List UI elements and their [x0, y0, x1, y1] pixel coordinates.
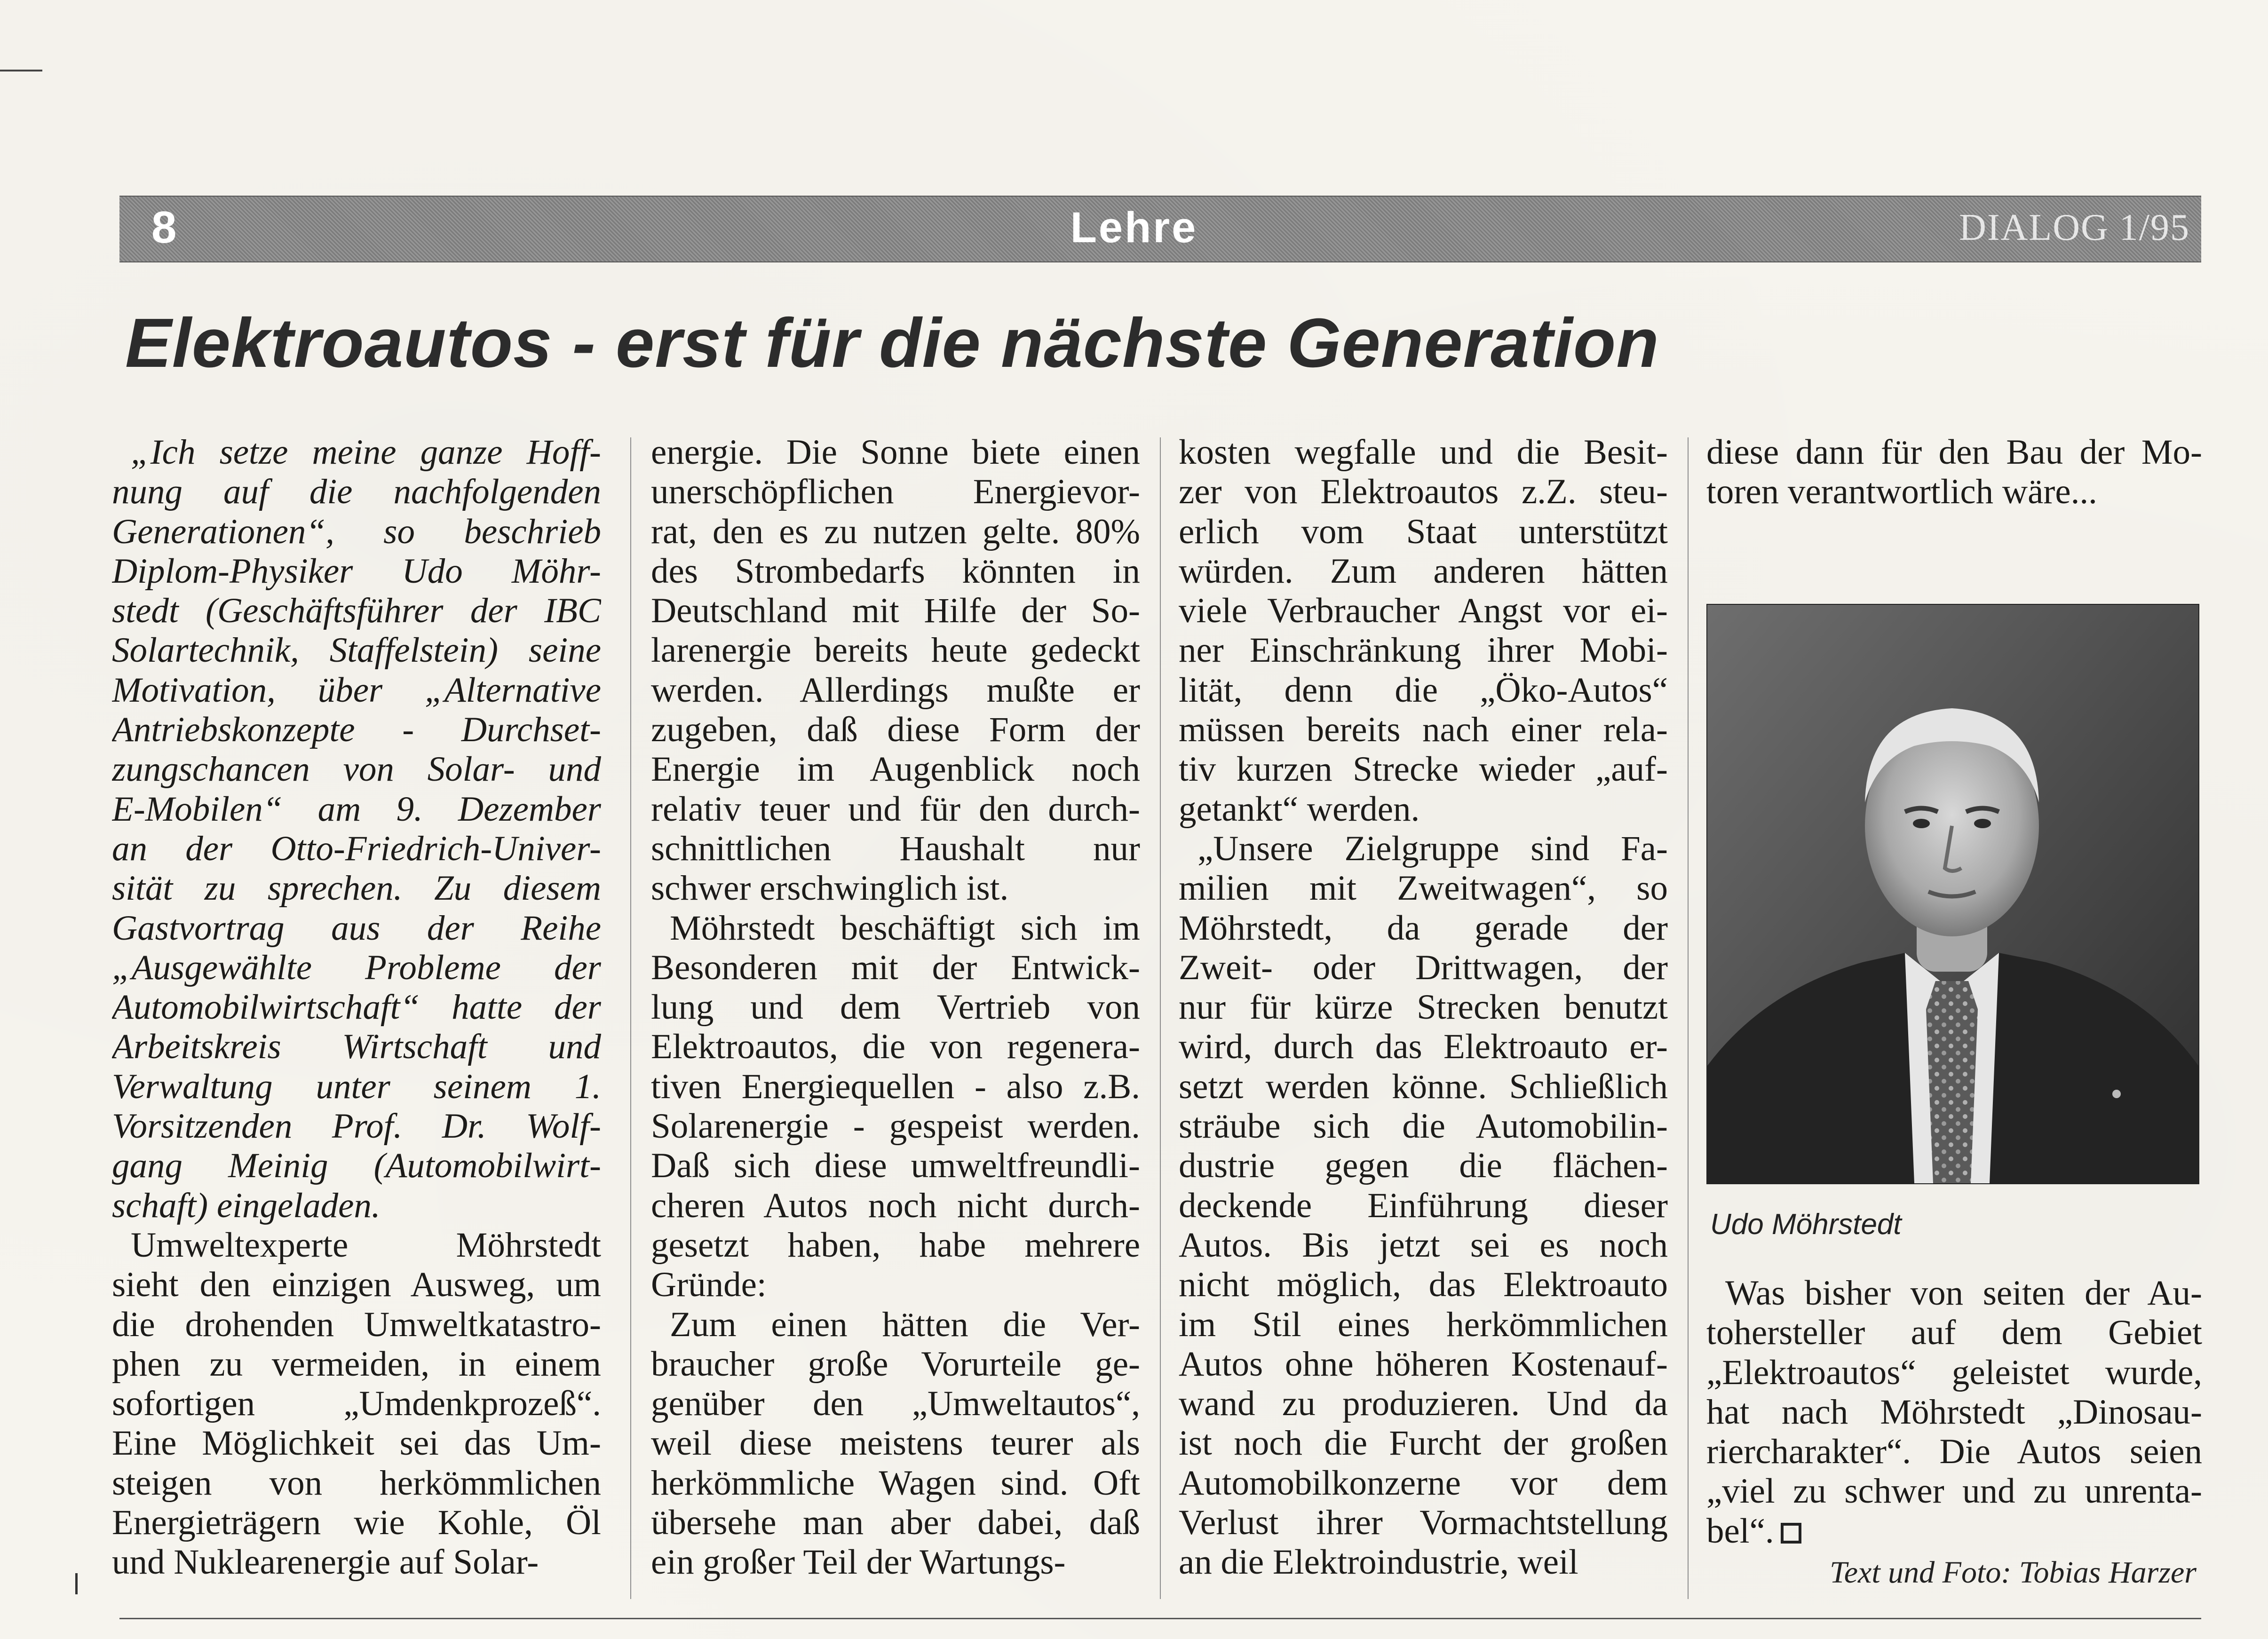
text-line: werden. Allerdings mußte er [651, 670, 1140, 710]
text-line: tiv kurzen Strecke wieder „auf- [1179, 750, 1668, 789]
text-line: Autos. Bis jetzt sei es noch [1179, 1225, 1668, 1265]
column-divider [1688, 437, 1689, 1599]
text-line: bel“. [1706, 1512, 2202, 1551]
page-number: 8 [151, 202, 177, 253]
body-paragraph [1706, 433, 2202, 512]
text-line: Zum einen hätten die Ver- [670, 1305, 1140, 1344]
text-line: „Unsere Zielgruppe sind Fa- [1197, 829, 1668, 868]
text-line: sträube sich die Automobilin- [1179, 1107, 1668, 1146]
text-line: schnittlichen Haushalt nur [651, 829, 1140, 868]
text-line: Möhrstedt, da gerade der [1179, 908, 1668, 948]
text-line: larenergie bereits heute gedeckt [651, 631, 1140, 670]
text-line: Möhrstedt beschäftigt sich im [670, 908, 1140, 948]
section-title: Lehre [1070, 204, 1198, 252]
text-line: und Nuklearenergie auf Solar- [112, 1543, 539, 1582]
text-line: lung und dem Vertrieb von [651, 988, 1140, 1027]
closing-paragraph [1706, 1274, 2202, 1551]
text-line: „viel zu schwer und zu unrenta- [1706, 1472, 2202, 1511]
text-line: Energieträgern wie Kohle, Öl [112, 1503, 601, 1543]
text-line: schwer erschwinglich ist. [651, 869, 1009, 908]
text-line: des Strombedarfs könnten in [651, 551, 1140, 591]
text-line: sieht den einzigen Ausweg, um [112, 1265, 601, 1305]
scan-edge-mark [75, 1573, 78, 1594]
text-line: genüber den „Umweltautos“, [651, 1384, 1140, 1424]
text-line: Automobilwirtschaft“ hatte der [112, 988, 601, 1027]
column-divider [630, 437, 631, 1599]
text-line: viele Verbraucher Angst vor ei- [1179, 591, 1668, 631]
text-line: unerschöpflichen Energievor- [651, 472, 1140, 512]
text-line: Verlust ihrer Vormachtstellung [1179, 1503, 1668, 1543]
text-line: toren verantwortlich wäre... [1706, 472, 2097, 512]
text-line: braucher große Vorurteile ge- [651, 1344, 1140, 1384]
text-line: Automobilkonzerne vor dem [1179, 1463, 1668, 1503]
article-column-4 [1706, 433, 2202, 512]
body-paragraph [651, 909, 1140, 1305]
text-line: E-Mobilen“ am 9. Dezember [112, 789, 601, 829]
text-line: milien mit Zweitwagen“, so [1179, 869, 1668, 908]
author-credit: Text und Foto: Tobias Harzer [1830, 1555, 2197, 1590]
text-line: würden. Zum anderen hätten [1179, 551, 1668, 591]
text-line: ner Einschränkung ihrer Mobi- [1179, 631, 1668, 670]
text-line: nicht möglich, das Elektroauto [1179, 1265, 1668, 1305]
text-line: wand zu produzieren. Und da [1179, 1384, 1668, 1424]
text-line: Energie im Augenblick noch [651, 750, 1140, 789]
text-line: Daß sich diese umweltfreundli- [651, 1146, 1140, 1186]
text-line: zer von Elektroautos z.Z. steu- [1179, 472, 1668, 512]
text-line: Gründe: [651, 1265, 767, 1305]
text-line: setzt werden könne. Schließlich [1179, 1067, 1668, 1106]
text-line: schaft) eingeladen. [112, 1186, 381, 1225]
text-line: zugeben, daß diese Form der [651, 710, 1140, 750]
bottom-rule [119, 1618, 2201, 1619]
text-line: kosten wegfalle und die Besit- [1179, 433, 1668, 472]
text-line: müssen bereits nach einer rela- [1179, 710, 1668, 750]
text-line: Antriebskonzepte - Durchset- [112, 710, 601, 750]
text-line: nung auf die nachfolgenden [112, 472, 601, 512]
body-paragraph [651, 433, 1140, 909]
text-line: lität, denn die „Öko-Autos“ [1179, 670, 1668, 710]
issue-label: DIALOG 1/95 [1959, 207, 2190, 248]
text-line: herkömmliche Wagen sind. Oft [651, 1463, 1140, 1503]
article-column-2 [651, 433, 1140, 1583]
body-paragraph [1179, 433, 1668, 829]
text-line: Deutschland mit Hilfe der So- [651, 591, 1140, 631]
text-line: Zweit- oder Drittwagen, der [1179, 948, 1668, 987]
text-line: dustrie gegen die flächen- [1179, 1146, 1668, 1186]
text-line: sität zu sprechen. Zu diesem [112, 869, 601, 908]
column-divider [1160, 437, 1161, 1599]
text-line: weil diese meistens teurer als [651, 1424, 1140, 1463]
text-line: „Ausgewählte Probleme der [112, 948, 601, 987]
text-line: Solarenergie - gespeist werden. [651, 1107, 1140, 1146]
text-line: zungschancen von Solar- und [112, 750, 601, 789]
text-line: Generationen“, so beschrieb [112, 512, 601, 551]
text-line: Umweltexperte Möhrstedt [131, 1225, 601, 1265]
text-line: „Ich setze meine ganze Hoff- [131, 433, 601, 472]
text-line: Motivation, über „Alternative [112, 670, 601, 710]
text-line: übersehe man aber dabei, daß [651, 1503, 1140, 1543]
text-line: Besonderen mit der Entwick- [651, 948, 1140, 987]
text-line: ein großer Teil der Wartungs- [651, 1543, 1066, 1582]
text-line: im Stil eines herkömmlichen [1179, 1305, 1668, 1344]
text-line: cheren Autos noch nicht durch- [651, 1186, 1140, 1225]
text-line: sofortigen „Umdenkprozeß“. [112, 1384, 601, 1424]
text-line: Verwaltung unter seinem 1. [112, 1067, 601, 1106]
text-line: hat nach Möhrstedt „Dinosau- [1706, 1392, 2202, 1432]
article-column-1 [112, 433, 601, 1583]
text-line: stedt (Geschäftsführer der IBC [112, 591, 601, 631]
portrait-photo-image [1707, 605, 2198, 1183]
intro-paragraph [112, 433, 601, 1226]
text-line: steigen von herkömmlichen [112, 1463, 601, 1503]
text-line: Diplom-Physiker Udo Möhr- [112, 551, 601, 591]
article-headline: Elektroautos - erst für die nächste Generation [125, 304, 1659, 382]
body-paragraph [651, 1305, 1140, 1583]
text-line: getankt“ werden. [1179, 789, 1420, 829]
text-line: gesetzt haben, habe mehrere [651, 1225, 1140, 1265]
article-column-3 [1179, 433, 1668, 1583]
text-line: rat, den es zu nutzen gelte. 80% [651, 512, 1140, 551]
end-of-article-box-icon [1781, 1523, 1801, 1544]
text-line: energie. Die Sonne biete einen [651, 433, 1140, 472]
text-line: gang Meinig (Automobilwirt- [112, 1146, 601, 1186]
text-line: wird, durch das Elektroauto er- [1179, 1027, 1668, 1067]
text-line: Gastvortrag aus der Reihe [112, 908, 601, 948]
text-line: erlich vom Staat unterstützt [1179, 512, 1668, 551]
text-line: an der Otto-Friedrich-Univer- [112, 829, 601, 868]
text-line: tohersteller auf dem Gebiet [1706, 1313, 2202, 1353]
text-line: diese dann für den Bau der Mo- [1706, 433, 2202, 472]
text-line: Arbeitskreis Wirtschaft und [112, 1027, 601, 1067]
text-line: die drohenden Umweltkatastro- [112, 1305, 601, 1344]
portrait-photo [1706, 604, 2199, 1184]
text-line: „Elektroautos“ geleistet wurde, [1706, 1353, 2202, 1392]
text-line: relativ teuer und für den durch- [651, 789, 1140, 829]
text-line: nur für kürze Strecken benutzt [1179, 988, 1668, 1027]
closing-paragraph-block [1706, 1274, 2202, 1551]
text-line: Vorsitzenden Prof. Dr. Wolf- [112, 1107, 601, 1146]
text-line: Elektroautos, die von regenera- [651, 1027, 1140, 1067]
photo-caption: Udo Möhrstedt [1710, 1208, 1902, 1241]
text-line: Solartechnik, Staffelstein) seine [112, 631, 601, 670]
body-paragraph [112, 1226, 601, 1583]
text-line: phen zu vermeiden, in einem [112, 1344, 601, 1384]
text-line: tiven Energiequellen - also z.B. [651, 1067, 1140, 1106]
text-line: ist noch die Furcht der großen [1179, 1424, 1668, 1463]
text-line: Was bisher von seiten der Au- [1725, 1274, 2202, 1313]
text-line: riercharakter“. Die Autos seien [1706, 1432, 2202, 1472]
scan-edge-mark [0, 70, 42, 71]
text-line: an die Elektroindustrie, weil [1179, 1543, 1578, 1582]
text-line: Autos ohne höheren Kostenauf- [1179, 1344, 1668, 1384]
text-line: Eine Möglichkeit sei das Um- [112, 1424, 601, 1463]
body-paragraph [1179, 829, 1668, 1583]
text-line: deckende Einführung dieser [1179, 1186, 1668, 1225]
